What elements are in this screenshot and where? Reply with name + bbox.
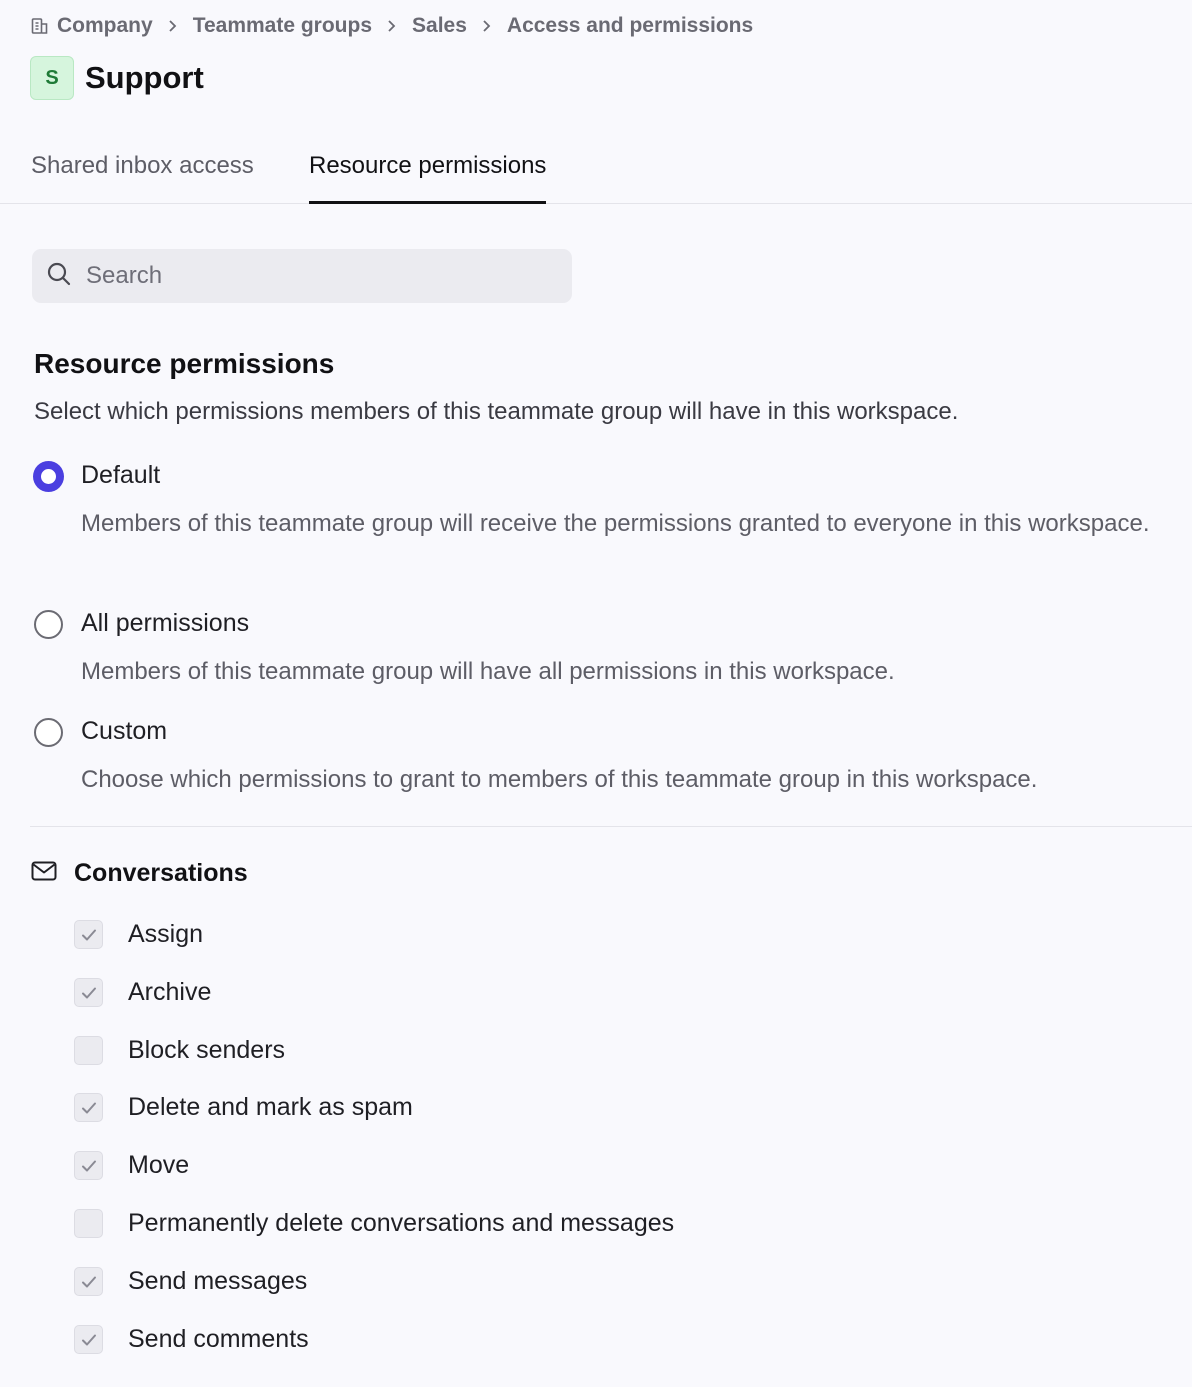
checkbox-checked[interactable] bbox=[74, 1267, 103, 1296]
option-description: Choose which permissions to grant to members of this teammate group in this workspace. bbox=[81, 766, 1038, 793]
chevron-right-icon bbox=[164, 18, 180, 34]
checkbox-unchecked[interactable] bbox=[74, 1209, 103, 1238]
permission-label: Send comments bbox=[128, 1325, 309, 1353]
permission-row[interactable] bbox=[74, 1151, 189, 1180]
permission-label: Block senders bbox=[128, 1036, 286, 1064]
tab-shared-inbox-access[interactable]: Shared inbox access bbox=[31, 152, 254, 179]
page-title: Support bbox=[85, 60, 204, 95]
permission-label: Assign bbox=[128, 920, 204, 948]
permission-label: Delete and mark as spam bbox=[128, 1093, 413, 1121]
breadcrumb bbox=[30, 14, 753, 38]
search-box bbox=[32, 249, 572, 303]
checkbox-checked[interactable] bbox=[74, 978, 103, 1007]
checkbox-checked[interactable] bbox=[74, 1151, 103, 1180]
permission-label: Move bbox=[128, 1151, 190, 1179]
group-title: Conversations bbox=[74, 859, 248, 887]
page-header bbox=[30, 56, 204, 100]
breadcrumb-teammate-groups[interactable]: Teammate groups bbox=[192, 14, 373, 37]
avatar: S bbox=[30, 56, 74, 100]
permission-row[interactable] bbox=[74, 1093, 413, 1122]
chevron-right-icon bbox=[478, 18, 494, 34]
radio-default[interactable] bbox=[34, 462, 63, 491]
checkbox-checked[interactable] bbox=[74, 920, 103, 949]
permission-row[interactable] bbox=[74, 1267, 307, 1296]
option-label: Custom bbox=[81, 717, 168, 745]
radio-custom[interactable] bbox=[34, 718, 63, 747]
chevron-right-icon bbox=[383, 18, 399, 34]
option-label: Default bbox=[81, 461, 161, 489]
permission-row[interactable] bbox=[74, 1325, 309, 1354]
checkmark-icon bbox=[79, 925, 99, 945]
breadcrumb-sales[interactable]: Sales bbox=[412, 14, 467, 37]
checkmark-icon bbox=[79, 1098, 99, 1118]
option-label: All permissions bbox=[81, 609, 250, 637]
checkmark-icon bbox=[79, 1272, 99, 1292]
divider bbox=[30, 826, 1192, 827]
checkmark-icon bbox=[79, 1156, 99, 1176]
conversations-group-header bbox=[30, 857, 248, 890]
checkbox-unchecked[interactable] bbox=[74, 1036, 103, 1065]
section-description: Select which permissions members of this teammate group will have in this workspace. bbox=[34, 398, 959, 425]
tab-resource-permissions[interactable]: Resource permissions bbox=[309, 152, 546, 204]
envelope-icon bbox=[30, 857, 58, 890]
section-title: Resource permissions bbox=[34, 348, 335, 379]
tab-bar bbox=[0, 140, 1192, 204]
permission-row[interactable] bbox=[74, 1209, 674, 1238]
radio-all-permissions[interactable] bbox=[34, 610, 63, 639]
breadcrumb-company[interactable]: Company bbox=[57, 14, 153, 37]
checkmark-icon bbox=[79, 1330, 99, 1350]
search-input[interactable] bbox=[86, 262, 526, 290]
breadcrumb-access-and-permissions[interactable]: Access and permissions bbox=[506, 14, 754, 37]
permission-label: Archive bbox=[128, 978, 212, 1006]
permission-label: Send messages bbox=[128, 1267, 308, 1295]
option-description: Members of this teammate group will receive the permissions granted to everyone in this workspace. bbox=[81, 510, 1150, 537]
permission-label: Permanently delete conversations and messages bbox=[128, 1209, 675, 1237]
checkbox-checked[interactable] bbox=[74, 1093, 103, 1122]
permission-row[interactable] bbox=[74, 978, 211, 1007]
option-description: Members of this teammate group will have all permissions in this workspace. bbox=[81, 658, 895, 685]
permission-row[interactable] bbox=[74, 1036, 285, 1065]
permission-row[interactable] bbox=[74, 920, 203, 949]
checkmark-icon bbox=[79, 983, 99, 1003]
checkbox-checked[interactable] bbox=[74, 1325, 103, 1354]
search-icon bbox=[46, 261, 72, 292]
building-icon bbox=[30, 16, 50, 36]
